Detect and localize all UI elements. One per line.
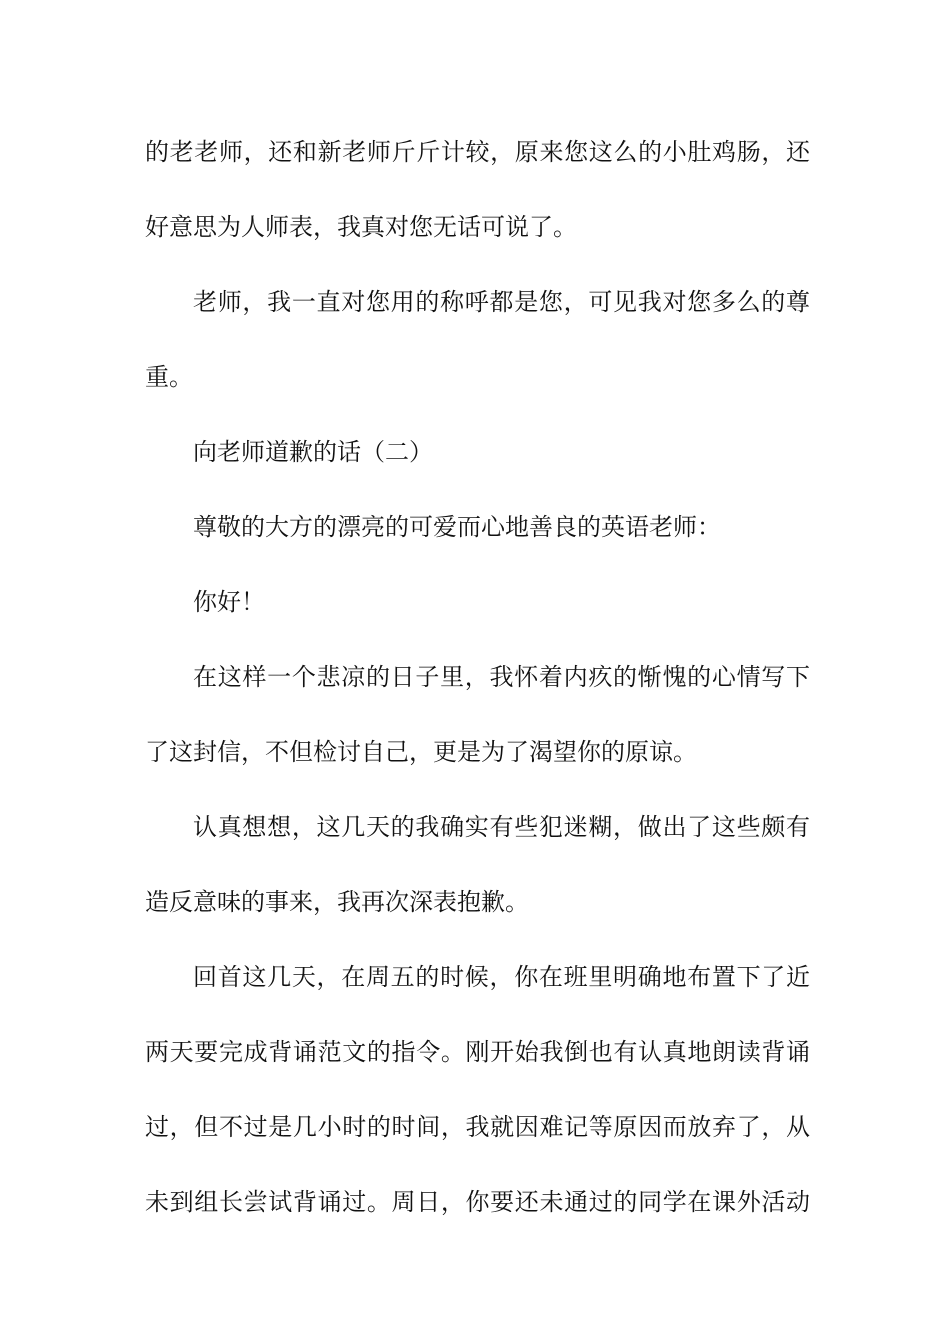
- text-line: 在这样一个悲凉的日子里，我怀着内疚的惭愧的心情写下: [193, 663, 810, 691]
- section-heading: 向老师道歉的话（二）: [193, 438, 433, 466]
- text-line: 未到组长尝试背诵过。周日，你要还未通过的同学在课外活动: [145, 1188, 810, 1216]
- text-line: 老师，我一直对您用的称呼都是您，可见我对您多么的尊: [193, 288, 810, 316]
- text-line: 过，但不过是几小时的时间，我就因难记等原因而放弃了，从: [145, 1113, 810, 1141]
- text-line: 重。: [145, 363, 193, 391]
- text-line: 好意思为人师表，我真对您无话可说了。: [145, 213, 577, 241]
- greeting: 你好！: [193, 588, 265, 616]
- text-line: 了这封信，不但检讨自己，更是为了渴望你的原谅。: [145, 738, 697, 766]
- text-line: 回首这几天，在周五的时候，你在班里明确地布置下了近: [193, 963, 810, 991]
- salutation: 尊敬的大方的漂亮的可爱而心地善良的英语老师：: [193, 513, 721, 541]
- text-line: 的老老师，还和新老师斤斤计较，原来您这么的小肚鸡肠，还: [145, 138, 810, 166]
- text-line: 两天要完成背诵范文的指令。刚开始我倒也有认真地朗读背诵: [145, 1038, 810, 1066]
- text-line: 认真想想，这几天的我确实有些犯迷糊，做出了这些颇有: [193, 813, 810, 841]
- text-line: 造反意味的事来，我再次深表抱歉。: [145, 888, 529, 916]
